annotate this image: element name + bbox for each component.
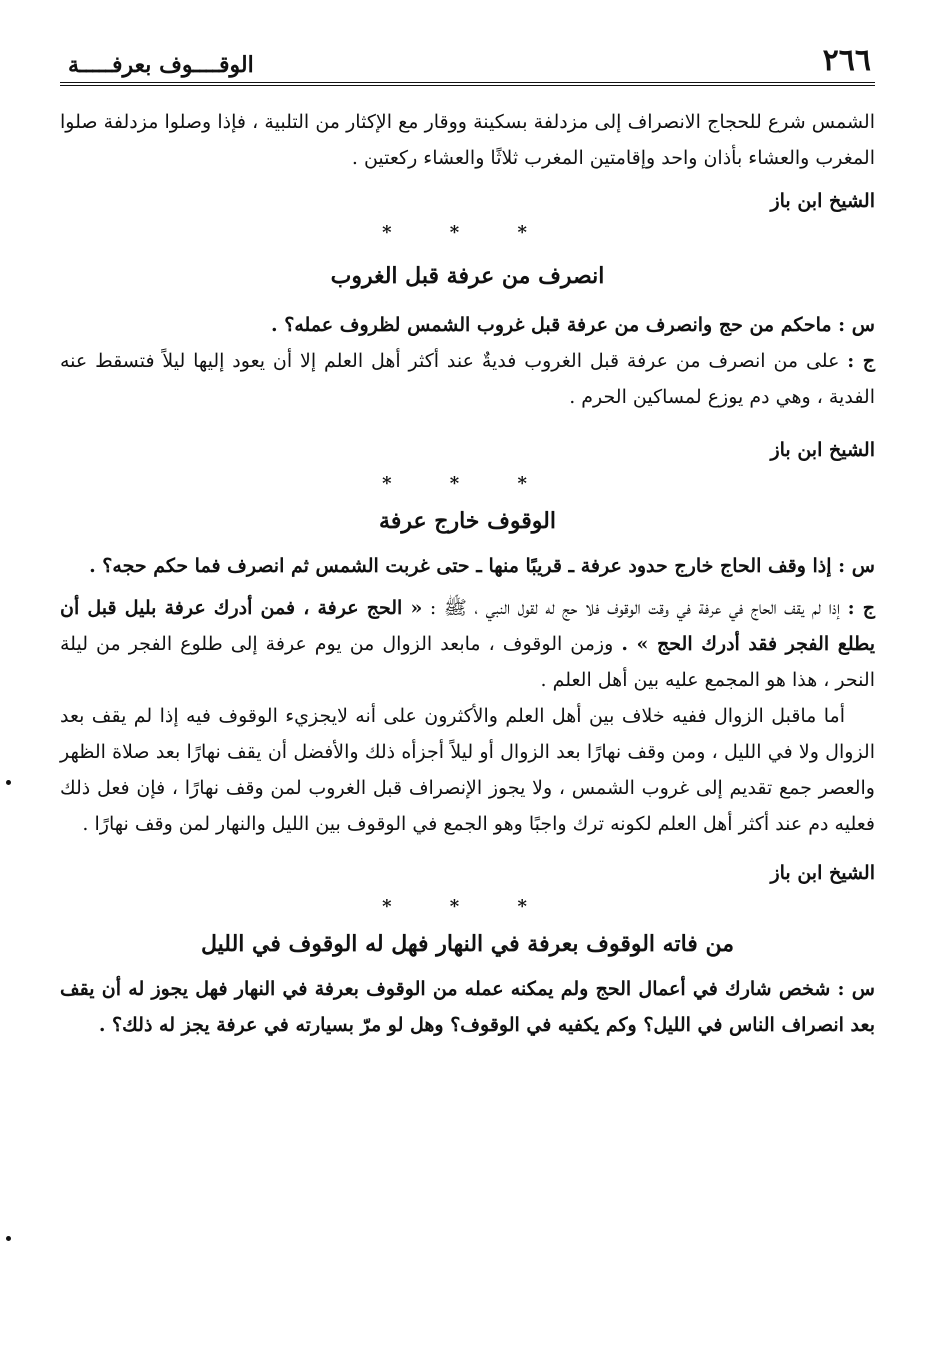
question-text: إذا وقف الحاج خارج حدود عرفة ـ قريبًا منها ـ حتى غربت الشمس ثم انصرف فما حكم حجه؟ . [89, 555, 832, 577]
signature: الشيخ ابن باز [770, 862, 875, 884]
question-label: س : [838, 314, 875, 336]
question [60, 971, 875, 1043]
answer-text: إذا لم يقف الحاج في عرفة في وقت الوقوف فلا حج له لقول النبي ، ﷺ : [429, 597, 840, 619]
running-title: الوقــــوف بعرفـــــة [68, 52, 254, 78]
section-separator: * * * [382, 222, 553, 243]
signature: الشيخ ابن باز [770, 190, 875, 212]
answer-text-continued: وزمن الوقوف ، مابعد الزوال من يوم عرفة إلى طلوع الفجر من ليلة النحر ، هذا هو المجمع عليه بين أهل العلم . [60, 633, 875, 691]
question-label: س : [837, 978, 875, 1000]
page-header [60, 30, 875, 86]
margin-dot [6, 1236, 11, 1241]
book-page [60, 30, 875, 1350]
answer [60, 343, 875, 415]
section-heading: انصرف من عرفة قبل الغروب [330, 263, 605, 289]
margin-dot [6, 780, 11, 785]
question-text: ماحكم من حج وانصرف من عرفة قبل غروب الشمس لظروف عمله؟ . [271, 314, 832, 336]
answer-text: على من انصرف من عرفة قبل الغروب فديةٌ عند أكثر أهل العلم إلا أن يعود إليها ليلاً فتسقط عنه الفدية ، وهي دم يوزع لمساكين الحرم . [60, 350, 875, 408]
question-label: س : [838, 555, 875, 577]
section-separator: * * * [382, 896, 553, 917]
hadith-quote: « الحج عرفة ، فمن أدرك عرفة بليل قبل أن يطلع الفجر فقد أدرك الحج » . [60, 597, 875, 655]
answer [60, 590, 875, 698]
question [60, 307, 875, 343]
signature: الشيخ ابن باز [770, 439, 875, 461]
page-number: ٢٦٦ [822, 43, 871, 78]
section-separator: * * * [382, 473, 553, 494]
answer-paragraph: أما ماقبل الزوال ففيه خلاف بين أهل العلم والأكثرون على أنه لايجزيء الوقوف فيه إذا لم يقف بعد الزوال ولا في الليل ، ومن وقف نهارًا بعد الزوال أو ليلاً أجزأه ذلك والأفضل أن يقف نهارًا بعد صلاة الظهر والعصر جمع تقديم إلى غروب الشمس ، ولا يجوز الإنصراف قبل الغروب لمن وقف نهارًا ، فإن فعل ذلك فعليه دم عند أكثر أهل العلم لكونه ترك واجبًا وهو الجمع في الوقوف بين الليل والنهار لمن وقف نهارًا . [60, 705, 875, 835]
section-heading: من فاته الوقوف بعرفة في النهار فهل له الوقوف في الليل [200, 931, 735, 957]
question [60, 548, 875, 584]
paragraph-continuation: الشمس شرع للحجاج الانصراف إلى مزدلفة بسكينة ووقار مع الإكثار من التلبية ، فإذا وصلوا مزدلفة صلوا المغرب والعشاء بأذان واحد وإقامتين المغرب ثلاثًا والعشاء ركعتين . [60, 111, 875, 169]
answer-label: ج : [847, 597, 875, 619]
answer-label: ج : [847, 350, 875, 372]
section-heading: الوقوف خارج عرفة [379, 508, 556, 534]
question-text: شخص شارك في أعمال الحج ولم يمكنه عمله من الوقوف بعرفة في النهار فهل يجوز له أن يقف بعد انصراف الناس في الليل؟ وكم يكفيه في الوقوف؟ وهل لو مرّ بسيارته في عرفة يجز له ذلك؟ . [60, 978, 875, 1036]
